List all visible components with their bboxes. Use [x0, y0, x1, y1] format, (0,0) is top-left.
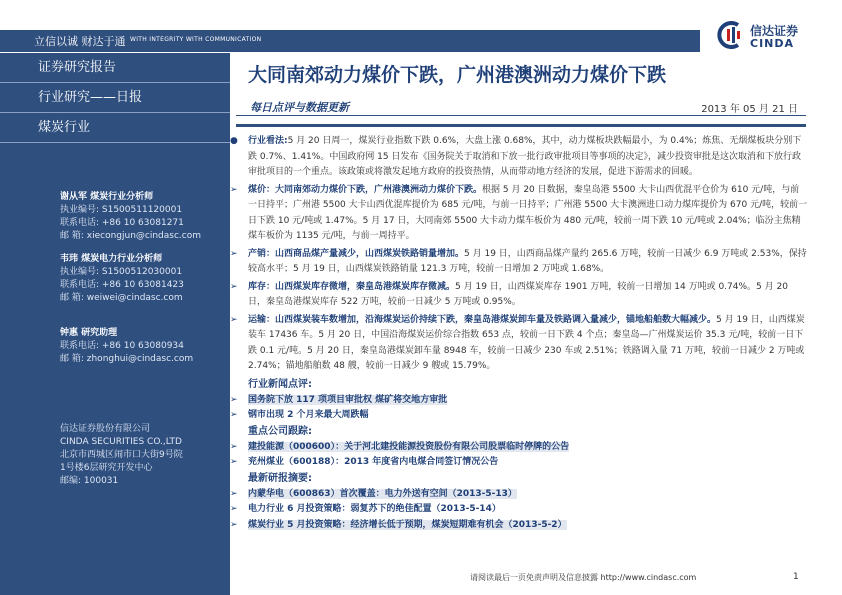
analyst-line: 执业编号: S1500511120001	[60, 205, 183, 215]
arrow-bullet-icon: ➢	[230, 488, 238, 499]
company-item[interactable]: ➢ 兖州煤业（600188）：2013 年度省内电煤合同签订情况公告	[228, 455, 808, 471]
analyst-email[interactable]: 邮 箱: xiecongjun@cindasc.com	[60, 231, 201, 241]
sidebar-section-industry: 煤炭行业	[0, 113, 230, 143]
analyst-name: 钟惠 研究助理	[60, 328, 118, 338]
paragraph-lead: 运输：山西煤炭装车数增加，沿海煤炭运价持续下跌，秦皇岛港煤炭卸车量及铁路调入量减少，锚地船舶数大幅减少。	[248, 314, 717, 325]
analyst-email[interactable]: 邮 箱: zhonghui@cindasc.com	[60, 354, 194, 364]
paragraph-production	[228, 247, 808, 278]
cinda-logo-icon	[716, 20, 746, 50]
cinda-logo	[716, 20, 836, 52]
company-postcode: 邮编: 100031	[60, 476, 119, 486]
report-date: 2013 年 05 月 21 日	[701, 104, 798, 115]
company-name-cn: 信达证券股份有限公司	[60, 424, 151, 434]
company-address: 1号楼6层研究开发中心	[60, 463, 153, 473]
arrow-bullet-icon: ➢	[230, 248, 238, 259]
paragraph-text: 5 月 20 日周一，煤炭行业指数下跌 0.6%，大盘上涨 0.68%，其中，动力煤板块跌幅最小，为 0.4%；炼焦、无烟煤板块分别下跌 0.7%、1.41%。中国政府网 15 日发布《国务院关于取消和下放一批行政审批项目等事项的决定》，减少投资审批是这次取消和下放行政审批项目的一个重点。该政策或将激发起地方政府的投资热情，从而带动地方经济的发展，促进下游需求的回暖。	[248, 136, 802, 177]
paragraph-text: 5 月 19 日，山西煤炭库存 1901 万吨，较前一日增加 14 万吨或 0.74%。5 月 20 日，秦皇岛港煤炭库存 522 万吨，较前一日减少 5 万吨或 0.95%。	[248, 281, 788, 307]
paragraph-industry-view	[228, 134, 808, 181]
report-subtitle: 每日点评与数据更新	[250, 101, 349, 114]
news-item[interactable]: ➢ 钢市出现 2 个月来最大周跌幅	[228, 408, 808, 424]
analyst-name: 谢从军 煤炭行业分析师	[60, 192, 154, 202]
arrow-bullet-icon: ➢	[230, 314, 238, 325]
paragraph-text: 根据 5 月 20 日数据，秦皇岛港 5500 大卡山西优混平仓价为 610 元/吨，与前一日持平；广州港 5500 大卡山西优混库提价为 685 元/吨，与前一日持平；广州港 5500 大卡澳洲进口动力煤库提价为 670 元/吨，较前一日下跌 10 元/吨或 1.47%。5 月 17 日，大同南郊 5500 大卡动力煤车板价为 480 元/吨，较前一周下跌 10 元/吨或 2.04%；临汾主焦精煤车板价为 1135 元/吨，与前一周持平。	[248, 184, 808, 241]
news-heading: 行业新闻点评:	[248, 378, 312, 390]
paragraph-text: 5 月 19 日，山西商品煤产量约 265.6 万吨，较前一日减少 6.9 万吨或 2.53%，保持较高水平；5 月 19 日，山西煤炭铁路销量 121.3 万吨，较前一日增加 2 万吨或 1.68%。	[248, 248, 807, 274]
footer-disclaimer[interactable]: 请阅读最后一页免责声明及信息披露 http://www.cindasc.com	[470, 573, 697, 582]
arrow-bullet-icon: ➢	[230, 519, 238, 530]
left-sidebar	[0, 53, 230, 595]
paragraph-text: 5 月 19 日，山西煤炭装车 17436 车。5 月 20 日，中国沿海煤炭运价综合指数 653 点，较前一日下跌 4 个点；秦皇岛—广州煤炭运价 35.3 元/吨，较前一日下跌 0.1 元/吨。5 月 20 日，秦皇岛港煤炭卸车量 8948 车，较前一日减少 230 车或 2.51%；铁路调入量 71 万吨，较前一日减少 2 万吨或 2.74%；锚地船舶数 48 艘，较前一日减少 9 艘或 15.79%。	[248, 314, 805, 371]
sidebar-section-report: 证券研究报告	[0, 53, 230, 83]
analyst-card	[0, 191, 230, 243]
research-heading: 最新研报摘要:	[248, 472, 312, 484]
analyst-line: 执业编号: S1500512030001	[60, 267, 183, 277]
logo-en: CINDA	[750, 37, 795, 50]
company-name-en: CINDA SECURITIES CO.,LTD	[60, 437, 182, 447]
report-title: 大同南郊动力煤价下跌，广州港澳洲动力煤价下跌	[248, 64, 667, 86]
arrow-bullet-icon: ➢	[230, 394, 238, 405]
company-info	[60, 423, 183, 488]
arrow-bullet-icon: ➢	[230, 457, 238, 467]
arrow-bullet-icon: ➢	[230, 441, 238, 452]
research-item[interactable]: ➢ 电力行业 6 月投资策略：弱复苏下的绝佳配置（2013-5-14）	[228, 502, 808, 518]
bullet-icon: ●	[230, 136, 238, 146]
analyst-line: 联系电话: +86 10 63081271	[60, 218, 184, 228]
paragraph-price	[228, 183, 808, 245]
arrow-bullet-icon: ➢	[230, 410, 238, 420]
paragraph-lead: 库存：山西煤炭库存微增，秦皇岛港煤炭库存微减。	[248, 281, 456, 292]
paragraph-inventory	[228, 280, 808, 311]
top-banner	[0, 0, 842, 53]
arrow-bullet-icon: ➢	[230, 184, 238, 195]
analyst-line: 联系电话: +86 10 63080934	[60, 341, 184, 351]
banner-slogan-en: WITH INTEGRITY WITH COMMUNICATION	[130, 36, 262, 43]
arrow-bullet-icon: ➢	[230, 281, 238, 292]
accent-rule	[236, 124, 806, 127]
page-number: 1	[793, 572, 799, 582]
company-address: 北京市西城区闹市口大街9号院	[60, 450, 183, 460]
research-item[interactable]: ➢ 煤炭行业 5 月投资策略：经济增长低于预期，煤炭短期难有机会（2013-5-2）	[228, 518, 808, 534]
analyst-card	[0, 253, 230, 305]
analyst-email[interactable]: 邮 箱: weiwei@cindasc.com	[60, 293, 183, 303]
news-item[interactable]: ➢ 国务院下放 117 项项目审批权 煤矿将交地方审批	[228, 393, 808, 409]
arrow-bullet-icon: ➢	[230, 504, 238, 514]
paragraph-lead: 煤价：大同南郊动力煤价下跌，广州港澳洲动力煤价下跌。	[248, 184, 483, 195]
company-item[interactable]: ➢ 建投能源（000600）：关于河北建投能源投资股份有限公司股票临时停牌的公告	[228, 440, 808, 456]
paragraph-lead: 行业看法:	[248, 136, 288, 146]
analyst-card	[0, 327, 230, 366]
sidebar-section-type: 行业研究——日报	[0, 83, 230, 113]
company-heading: 重点公司跟踪:	[248, 425, 312, 437]
banner-band	[0, 30, 700, 52]
report-body	[228, 134, 808, 533]
paragraph-lead: 产销：山西商品煤产量减少，山西煤炭铁路销量增加。	[248, 248, 465, 259]
report-subheader	[236, 96, 806, 116]
research-item[interactable]: ➢ 内蒙华电（600863）首次覆盖：电力外送有空间（2013-5-13）	[228, 487, 808, 503]
banner-slogan: 立信以诚 财达于通	[34, 35, 126, 48]
analyst-line: 联系电话: +86 10 63081423	[60, 280, 184, 290]
analyst-name: 韦玮 煤炭电力行业分析师	[60, 254, 163, 264]
logo-cn: 信达证券	[750, 24, 799, 38]
paragraph-transport	[228, 313, 808, 375]
